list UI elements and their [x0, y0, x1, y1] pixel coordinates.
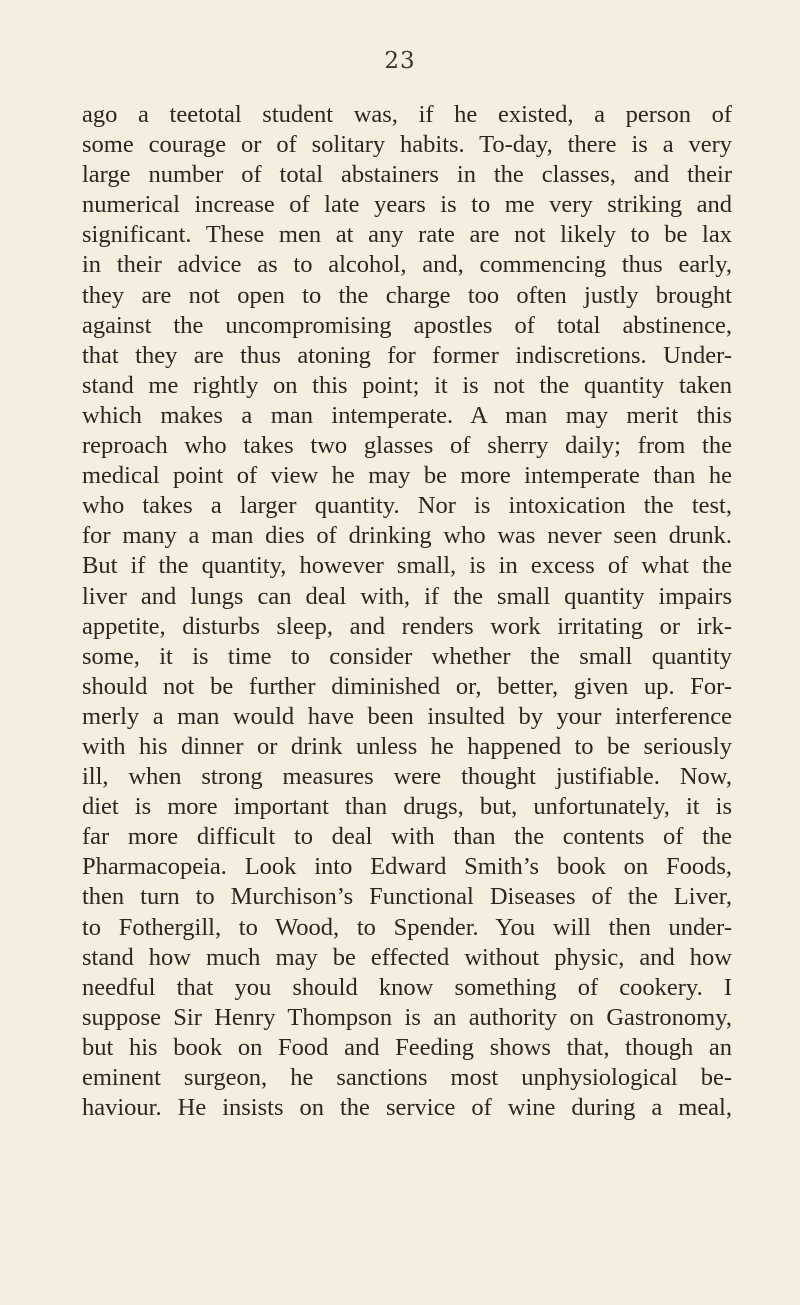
- text-line: some courage or of solitary habits. To-day, there is a very: [82, 131, 732, 159]
- text-line: who takes a larger quantity. Nor is intoxication the test,: [82, 492, 732, 520]
- text-line: eminent surgeon, he sanctions most unphysiological be-: [82, 1064, 732, 1091]
- text-line: ill, when strong measures were thought justifiable. Now,: [82, 763, 732, 791]
- text-line: needful that you should know something of cookery. I: [82, 973, 732, 1001]
- text-line: that they are thus atoning for former indiscretions. Under-: [82, 341, 732, 369]
- text-line: to Fothergill, to Wood, to Spender. You will then under-: [82, 913, 732, 941]
- text-line: some, it is time to consider whether the small quantity: [82, 642, 732, 670]
- text-line: merly a man would have been insulted by your interference: [82, 702, 732, 730]
- text-line: haviour. He insists on the service of wine during a meal,: [82, 1094, 732, 1122]
- text-line: diet is more important than drugs, but, unfortunately, it is: [82, 793, 732, 821]
- text-line: then turn to Murchison’s Functional Diseases of the Liver,: [82, 883, 732, 911]
- text-line: with his dinner or drink unless he happened to be seriously: [82, 732, 732, 760]
- text-line: liver and lungs can deal with, if the small quantity impairs: [82, 582, 732, 610]
- text-line: they are not open to the charge too often justly brought: [82, 281, 732, 309]
- text-line: appetite, disturbs sleep, and renders work irritating or irk-: [82, 612, 732, 640]
- text-line: reproach who takes two glasses of sherry daily; from the: [82, 432, 732, 460]
- text-line: in their advice as to alcohol, and, commencing thus early,: [82, 251, 732, 279]
- text-line: significant. These men at any rate are not likely to be lax: [82, 221, 732, 249]
- text-line: ago a teetotal student was, if he existed, a person of: [82, 101, 732, 128]
- text-line: stand me rightly on this point; it is not the quantity taken: [82, 371, 732, 399]
- text-line: medical point of view he may be more intemperate than he: [82, 462, 732, 490]
- text-line: far more difficult to deal with than the contents of the: [82, 823, 732, 851]
- text-line: should not be further diminished or, better, given up. For-: [82, 672, 732, 700]
- text-line: stand how much may be effected without physic, and how: [82, 943, 732, 971]
- text-line: numerical increase of late years is to me very striking and: [82, 191, 732, 219]
- text-line: suppose Sir Henry Thompson is an authority on Gastronomy,: [82, 1003, 732, 1031]
- text-line: Pharmacopeia. Look into Edward Smith’s book on Foods,: [82, 853, 732, 881]
- text-line: which makes a man intemperate. A man may merit this: [82, 401, 732, 429]
- page-number: 23: [384, 48, 416, 74]
- text-line: for many a man dies of drinking who was never seen drunk.: [82, 522, 732, 550]
- text-line: large number of total abstainers in the classes, and their: [82, 161, 732, 189]
- body-text: [82, 100, 732, 1123]
- text-line: but his book on Food and Feeding shows that, though an: [82, 1033, 732, 1061]
- text-line: But if the quantity, however small, is in excess of what the: [82, 552, 732, 580]
- text-line: against the uncompromising apostles of total abstinence,: [82, 311, 732, 339]
